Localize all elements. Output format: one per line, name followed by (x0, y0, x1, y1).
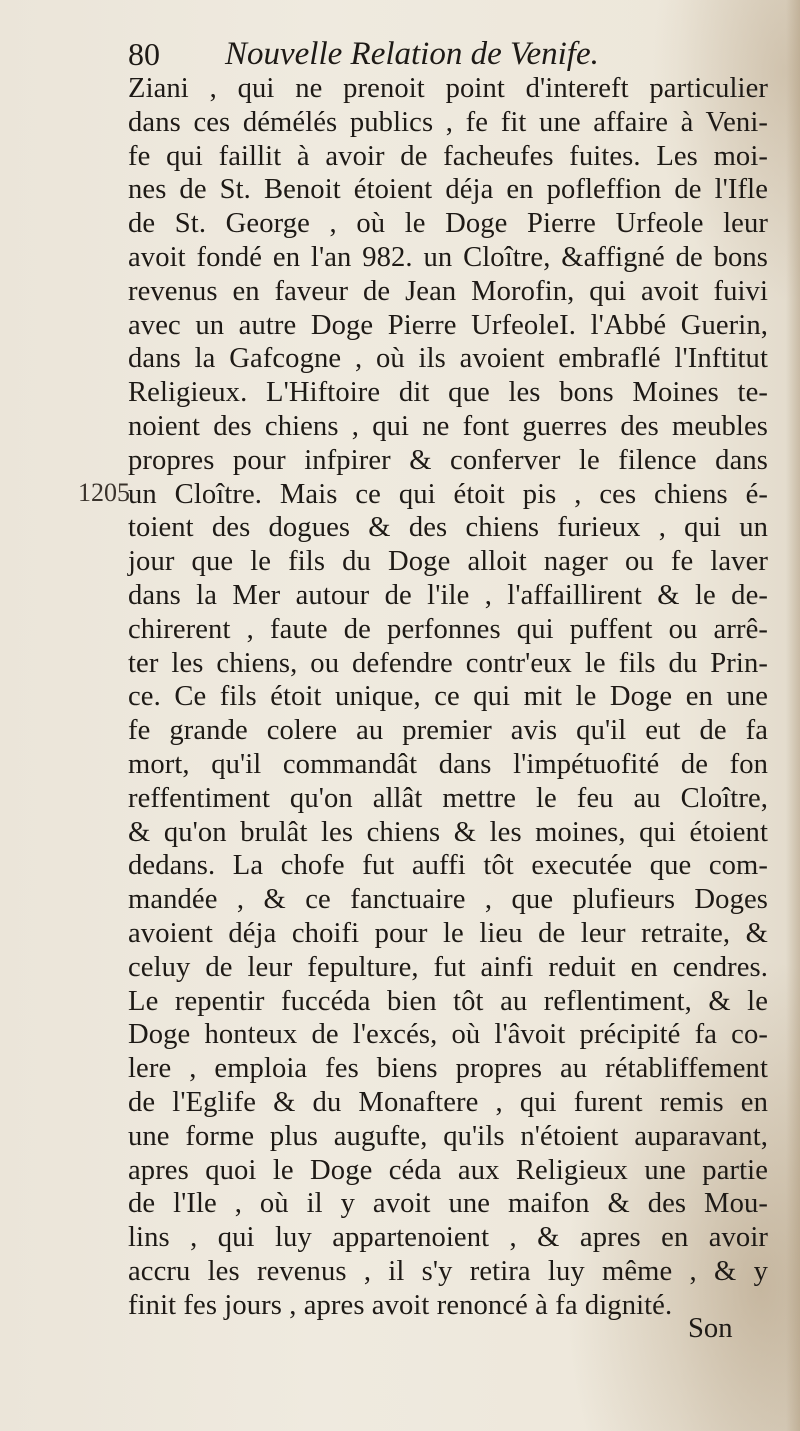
text-line: un Cloître. Mais ce qui étoit pis , ces chiens é- (128, 478, 768, 510)
text-line: fe qui faillit à avoir de facheufes fuites. Les moi- (128, 140, 768, 172)
page-number: 80 (128, 36, 160, 72)
text-line: de l'Ile , où il y avoit une maifon & des Mou- (128, 1188, 768, 1220)
text-line: dedans. La chofe fut auffi tôt executée que com- (128, 850, 768, 882)
text-line: & qu'on brulât les chiens & les moines, qui étoient (128, 816, 768, 848)
text-line: Religieux. L'Hiftoire dit que les bons Moines te- (128, 377, 768, 409)
text-line: avec un autre Doge Pierre UrfeoleI. l'Abbé Guerin, (128, 309, 768, 341)
text-line: accru les revenus , il s'y retira luy même , & y (128, 1255, 768, 1287)
text-line: une forme plus augufte, qu'ils n'étoient auparavant, (128, 1120, 768, 1152)
text-line: ce. Ce fils étoit unique, ce qui mit le Doge en une (128, 681, 768, 713)
text-line: Le repentir fuccéda bien tôt au reflentiment, & le (128, 985, 768, 1017)
text-line: apres quoi le Doge céda aux Religieux une partie (128, 1154, 768, 1186)
text-line: avoit fondé en l'an 982. un Cloître, &affigné de bons (128, 241, 768, 273)
page-header (128, 30, 748, 78)
text-line: toient des dogues & des chiens furieux , qui un (128, 512, 768, 544)
text-line: reffentiment qu'on allât mettre le feu au Cloître, (128, 782, 768, 814)
text-line: lins , qui luy appartenoient , & apres en avoir (128, 1222, 768, 1254)
text-line: chirerent , faute de perfonnes qui puffent ou arrê- (128, 613, 768, 645)
text-line: dans ces démélés publics , fe fit une affaire à Veni- (128, 106, 768, 138)
body-text (128, 72, 768, 1322)
text-line: dans la Mer autour de l'ile , l'affaillirent & le de- (128, 579, 768, 611)
page-edge-shadow (786, 0, 800, 1431)
text-line: fe grande colere au premier avis qu'il eut de fa (128, 715, 768, 747)
text-line: finit fes jours , apres avoit renoncé à fa dignité. (128, 1289, 673, 1321)
running-title: Nouvelle Relation de Venife. (225, 36, 599, 72)
text-line: propres pour infpirer & conferver le filence dans (128, 444, 768, 476)
text-line: nes de St. Benoit étoient déja en pofleffion de l'Ifle (128, 174, 768, 206)
text-line: dans la Gafcogne , où ils avoient embraflé l'Inftitut (128, 343, 768, 375)
text-line: Doge honteux de l'excés, où l'âvoit précipité fa co- (128, 1019, 768, 1051)
text-line: avoient déja choifi pour le lieu de leur retraite, & (128, 917, 768, 949)
margin-year-note: 1205 (78, 478, 130, 507)
text-line: jour que le fils du Doge alloit nager ou fe laver (128, 546, 768, 578)
text-line: celuy de leur fepulture, fut ainfi reduit en cendres. (128, 951, 768, 983)
text-line: Ziani , qui ne prenoit point d'intereft particulier (128, 73, 768, 104)
text-line: mort, qu'il commandât dans l'impétuofité de fon (128, 748, 768, 780)
text-line: mandée , & ce fanctuaire , que plufieurs Doges (128, 884, 768, 916)
text-line: de l'Eglife & du Monaftere , qui furent remis en (128, 1086, 768, 1118)
text-line: ter les chiens, ou defendre contr'eux le fils du Prin- (128, 647, 768, 679)
text-line: de St. George , où le Doge Pierre Urfeole leur (128, 208, 768, 240)
catchword: Son (688, 1313, 733, 1344)
text-line: noient des chiens , qui ne font guerres des meubles (128, 410, 768, 442)
text-line: lere , emploia fes biens propres au rétabliffement (128, 1053, 768, 1085)
text-line: revenus en faveur de Jean Morofin, qui avoit fuivi (128, 275, 768, 307)
